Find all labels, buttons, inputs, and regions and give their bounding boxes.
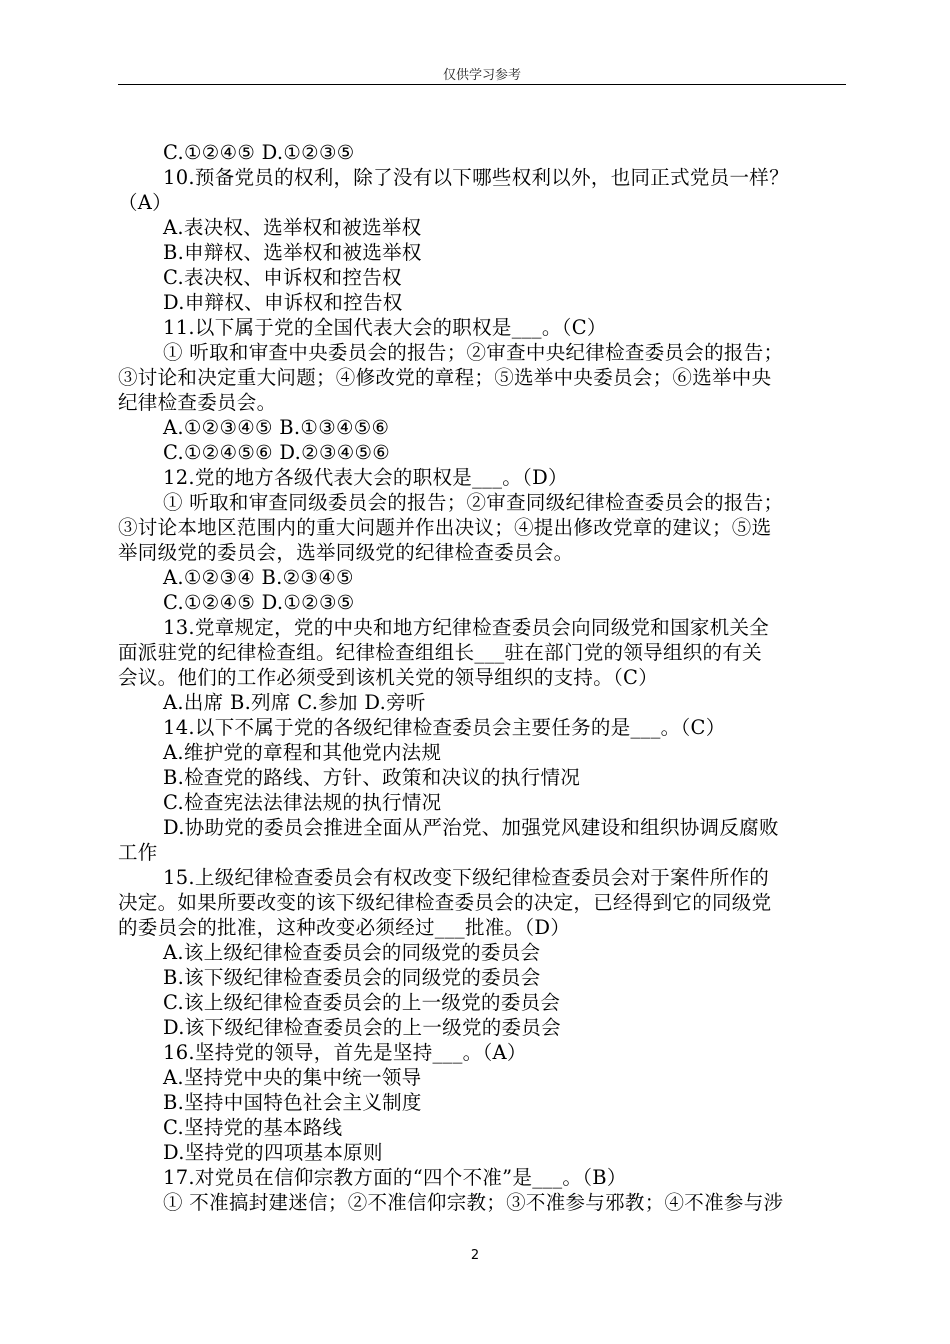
document-body [118, 140, 846, 1215]
text-line: A.维护党的章程和其他党内法规 [163, 741, 442, 764]
text-line: C.表决权、申诉权和控告权 [163, 266, 402, 289]
text-line: A.①②③④⑤ B.①③④⑤⑥ [163, 416, 390, 439]
text-line: C.检查宪法法律法规的执行情况 [163, 791, 442, 814]
text-line: C.坚持党的基本路线 [163, 1116, 343, 1139]
text-line: 纪律检查委员会。 [118, 391, 277, 414]
text-line: 举同级党的委员会，选举同级党的纪律检查委员会。 [118, 541, 574, 564]
text-line: 决定。如果所要改变的该下级纪律检查委员会的决定，已经得到它的同级党 [118, 891, 772, 914]
text-line: C.该上级纪律检查委员会的上一级党的委员会 [163, 991, 561, 1014]
text-line: A.表决权、选举权和被选举权 [163, 216, 422, 239]
text-line: A.出席 B.列席 C.参加 D.旁听 [163, 691, 426, 714]
text-line: A.该上级纪律检查委员会的同级党的委员会 [163, 941, 541, 964]
text-line: B.检查党的路线、方针、政策和决议的执行情况 [163, 766, 581, 789]
text-line: 14.以下不属于党的各级纪律检查委员会主要任务的是___。（C） [163, 716, 726, 739]
page-header: 仅供学习参考 [442, 68, 521, 83]
text-line: D.协助党的委员会推进全面从严治党、加强党风建设和组织协调反腐败 [163, 816, 779, 839]
text-line: 12.党的地方各级代表大会的职权是___。（D） [163, 466, 568, 489]
text-line: B.申辩权、选举权和被选举权 [163, 241, 422, 264]
text-line: A.①②③④ B.②③④⑤ [163, 566, 354, 589]
text-line: 13.党章规定，党的中央和地方纪律检查委员会向同级党和国家机关全 [163, 616, 770, 639]
text-line: 的委员会的批准，这种改变必须经过___批准。（D） [118, 916, 571, 939]
header-rule [118, 84, 846, 85]
page-number: 2 [470, 1248, 480, 1263]
text-line: 10.预备党员的权利，除了没有以下哪些权利以外，也同正式党员一样？ [163, 166, 789, 189]
text-line: D.申辩权、申诉权和控告权 [163, 291, 403, 314]
text-line: D.该下级纪律检查委员会的上一级党的委员会 [163, 1016, 561, 1039]
text-line: 11.以下属于党的全国代表大会的职权是___。（C） [163, 316, 607, 339]
text-line: ① 听取和审查同级委员会的报告；②审查同级纪律检查委员会的报告； [163, 491, 784, 514]
text-line: 面派驻党的纪律检查组。纪律检查组组长___驻在部门党的领导组织的有关 [118, 641, 762, 664]
text-line: C.①②④⑤ D.①②③⑤ [163, 141, 355, 164]
text-line: ① 听取和审查中央委员会的报告；②审查中央纪律检查委员会的报告； [163, 341, 784, 364]
text-line: B.坚持中国特色社会主义制度 [163, 1091, 422, 1114]
text-line: C.①②④⑤ D.①②③⑤ [163, 591, 355, 614]
text-line: ③讨论和决定重大问题；④修改党的章程；⑤选举中央委员会；⑥选举中央 [118, 366, 772, 389]
text-line: B.该下级纪律检查委员会的同级党的委员会 [163, 966, 541, 989]
text-line: 工作 [118, 841, 158, 864]
text-line: A.坚持党中央的集中统一领导 [163, 1066, 422, 1089]
text-line: 17.对党员在信仰宗教方面的“四个不准”是___。（B） [163, 1166, 627, 1189]
text-line: ③讨论本地区范围内的重大问题并作出决议；④提出修改党章的建议；⑤选 [118, 516, 772, 539]
text-line: ① 不准搞封建迷信；②不准信仰宗教；③不准参与邪教；④不准参与涉 [163, 1191, 784, 1214]
text-line: 15.上级纪律检查委员会有权改变下级纪律检查委员会对于案件所作的 [163, 866, 770, 889]
text-line: D.坚持党的四项基本原则 [163, 1141, 383, 1164]
text-line: （A） [118, 191, 172, 214]
text-line: C.①②④⑤⑥ D.②③④⑤⑥ [163, 441, 391, 464]
text-line: 16.坚持党的领导，首先是坚持___。（A） [163, 1041, 527, 1064]
text-line: 会议。他们的工作必须受到该机关党的领导组织的支持。（C） [118, 666, 659, 689]
